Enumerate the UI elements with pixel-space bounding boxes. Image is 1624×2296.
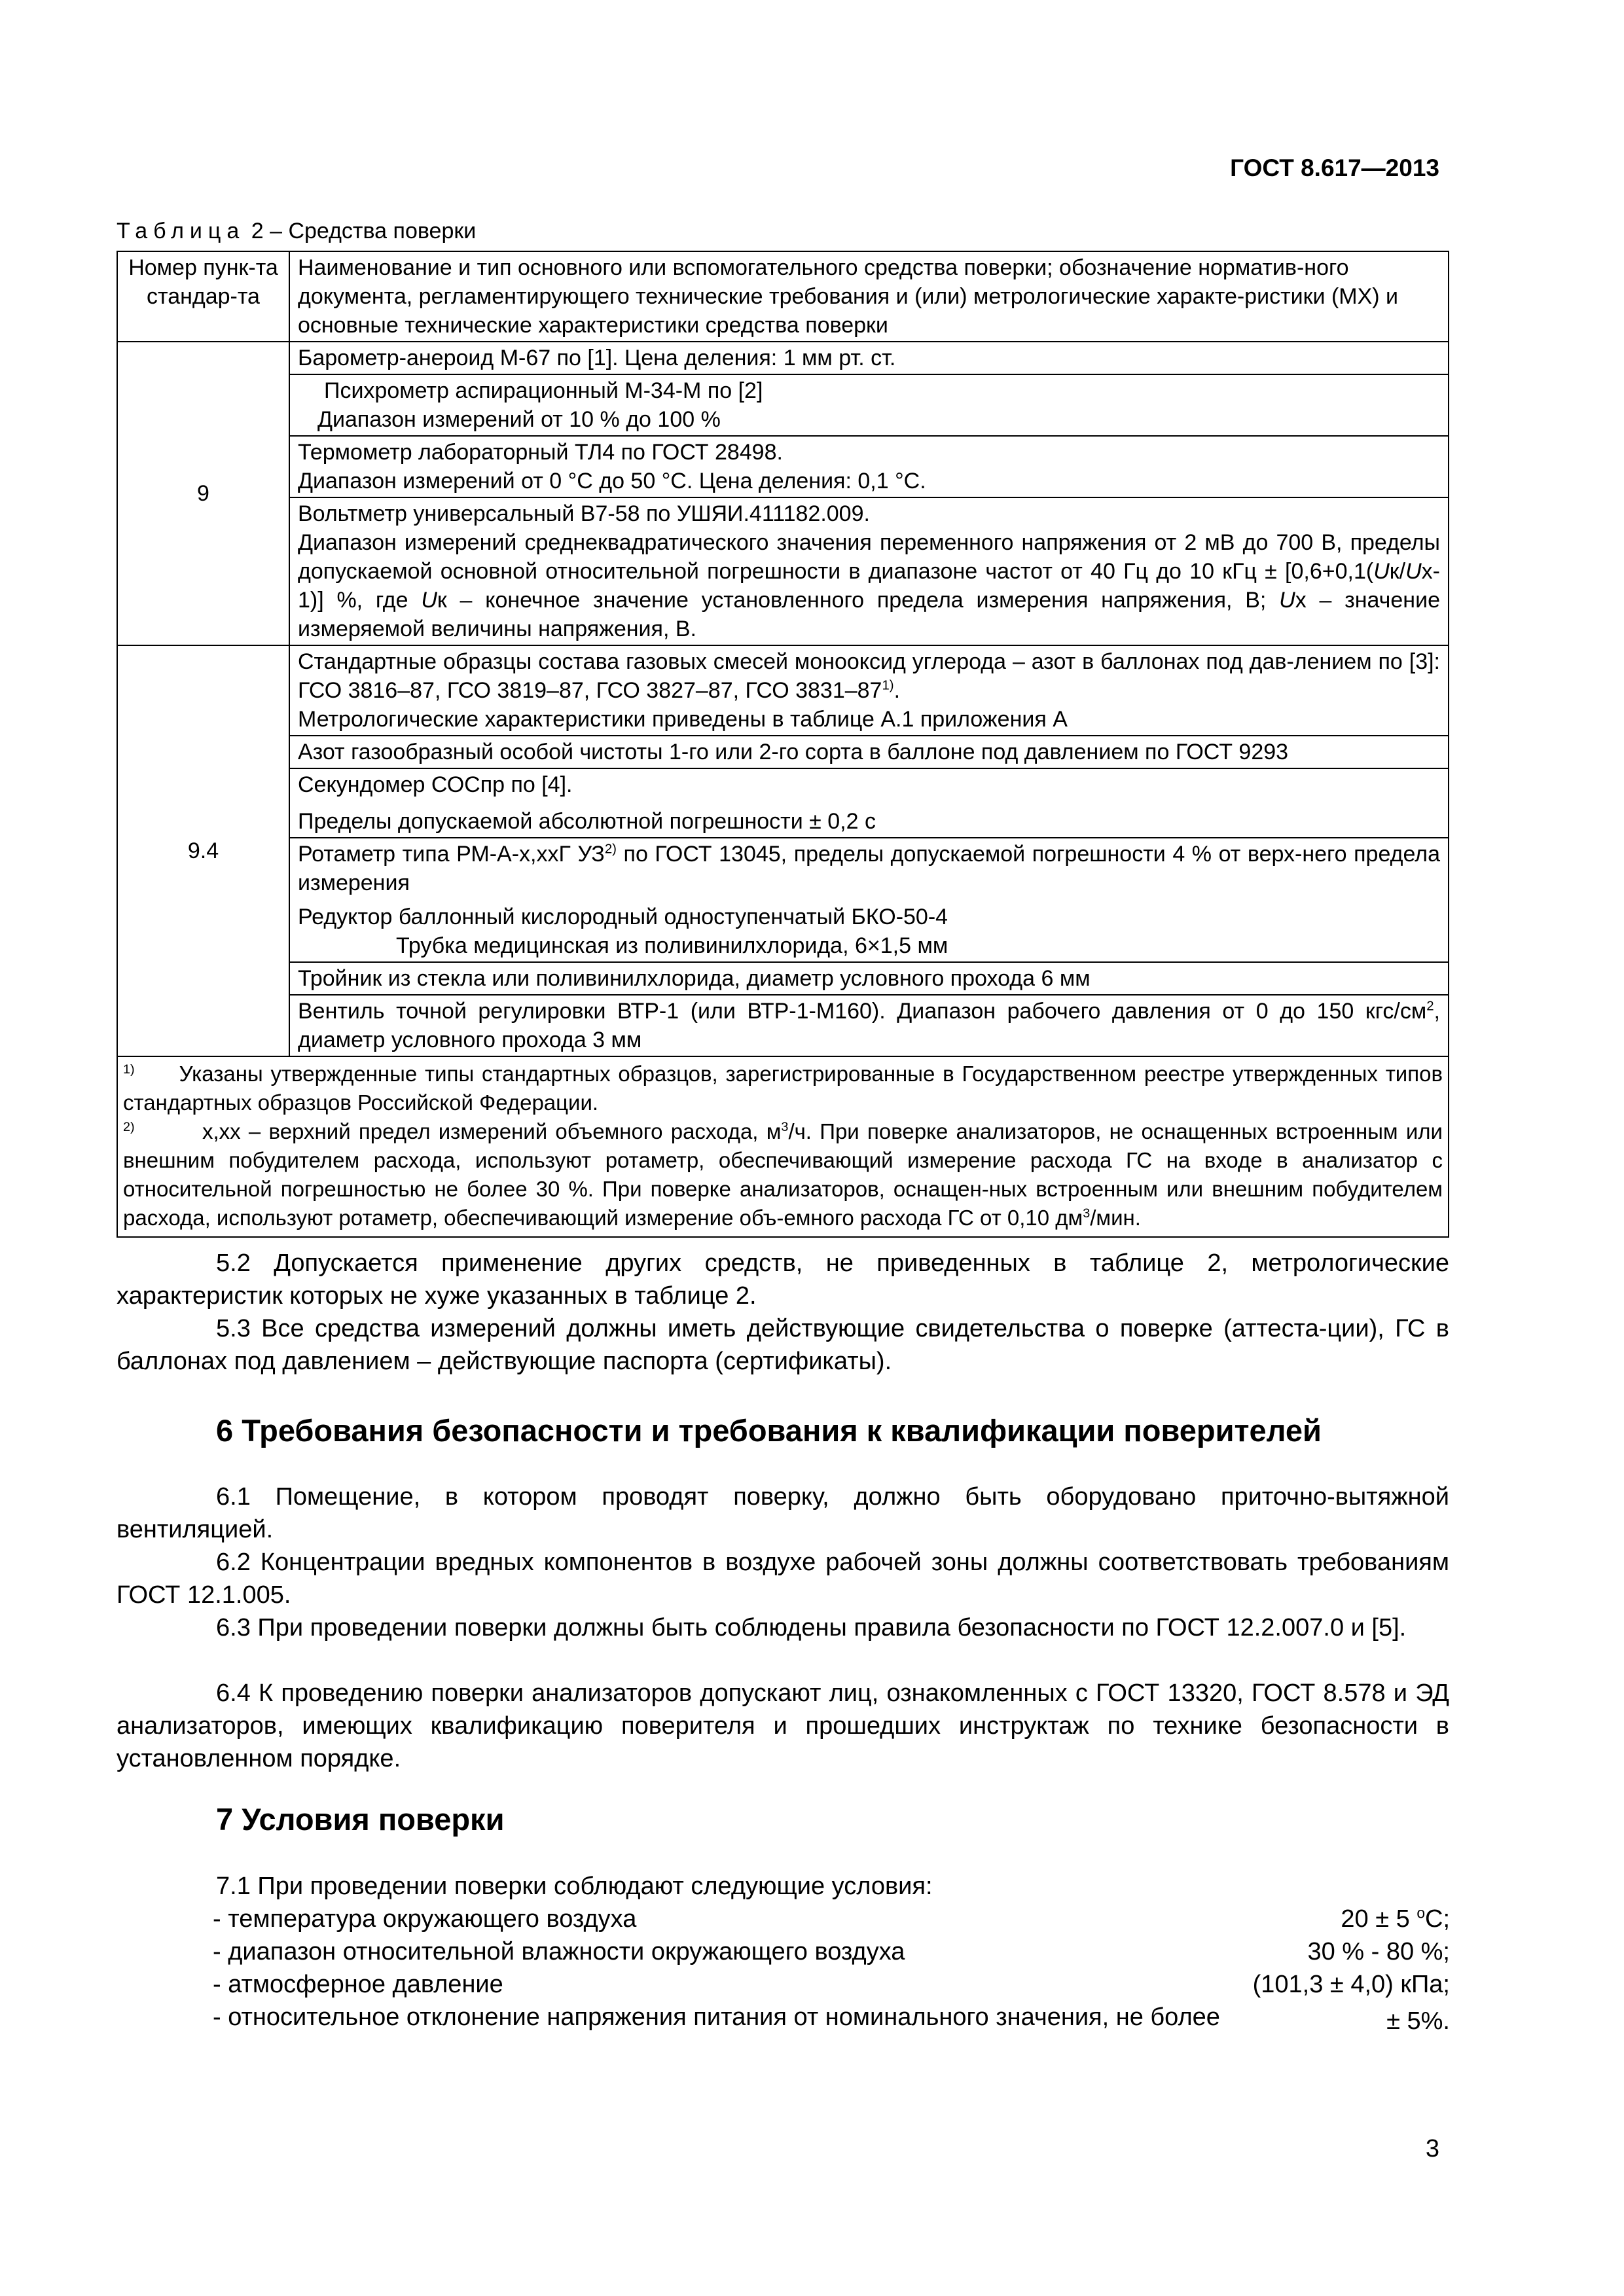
clause-number-cell: 9.4 [117, 645, 289, 1056]
row-valve [289, 995, 1449, 1056]
reference-gas-end: . [893, 678, 901, 703]
valve-spec-end: , диаметр условного прохода 3 мм [298, 999, 1440, 1052]
psychrometer-name: Психрометр аспирационный М-34-М по [2] [324, 378, 763, 403]
paragraph-text: 7.1 При проведении поверки соблюдают следующие условия: [216, 1873, 933, 1900]
table-footnotes [117, 1056, 1449, 1237]
verification-tools-table [117, 251, 1449, 1238]
footnote-2-text: /мин. [1090, 1206, 1141, 1230]
condition-value-number: 20 ± 5 [1341, 1905, 1417, 1933]
superscript: 3 [781, 1120, 789, 1134]
header-tool-description: Наименование и тип основного или вспомогательного средства поверки; обозначение норматив-ного документа, регламентирующего технические требования и (или) метрологические характе-ристики (МХ) и основные технические характеристики средства поверки [289, 251, 1449, 342]
row-rotameter [289, 838, 1449, 962]
clause-number-cell: 9 [117, 342, 289, 645]
psychrometer-range: Диапазон измерений от 10 % до 100 % [317, 407, 721, 432]
table-row [117, 497, 1449, 645]
table-row [117, 736, 1449, 768]
valve-spec: Вентиль точной регулировки ВТР-1 (или ВТР-1-М160). Диапазон рабочего давления от 0 до 150 кгс/см [298, 999, 1427, 1024]
stopwatch-accuracy: Пределы допускаемой абсолютной погрешности ± 0,2 с [298, 809, 876, 834]
symbol-u: U [1373, 559, 1390, 584]
condition-value-unit: С; [1425, 1905, 1450, 1933]
stopwatch-name: Секундомер СОСпр по [4]. [298, 772, 573, 797]
table-row [117, 645, 1449, 736]
symbol-u: U [1405, 559, 1422, 584]
footnote-1-text: Указаны утвержденные типы стандартных образцов, зарегистрированные в Государственном реестре утвержденных типов стандартных образцов Российской Федерации. [123, 1062, 1443, 1115]
condition-label: - относительное отклонение напряжения питания от номинального значения, не более [213, 2003, 1220, 2031]
condition-value: (101,3 ± 4,0) кПа; [1252, 1971, 1450, 1998]
row-nitrogen: Азот газообразный особой чистоты 1-го или 2-го сорта в баллоне под давлением по ГОСТ 9293 [289, 736, 1449, 768]
section-7-title: 7 Условия поверки [216, 1802, 505, 1837]
condition-label: - атмосферное давление [213, 1971, 503, 1998]
paragraph-text: 6.2 Концентрации вредных компонентов в воздухе рабочей зоны должны соответствовать требованиям ГОСТ 12.1.005. [117, 1549, 1449, 1609]
table-row [117, 838, 1449, 962]
paragraph-text: 6.3 При проведении поверки должны быть соблюдены правила безопасности по ГОСТ 12.2.007.0 и [5]. [216, 1614, 1407, 1641]
symbol-subscript: x [1295, 588, 1307, 613]
standard-code: ГОСТ 8.617—2013 [1230, 154, 1439, 181]
condition-label: - диапазон относительной влажности окружающего воздуха [213, 1938, 905, 1965]
paragraph-text: 6.1 Помещение, в котором проводят поверку, должно быть оборудовано приточно-вытяжной вентиляцией. [117, 1483, 1449, 1543]
symbol-u: U [421, 588, 437, 613]
section-6-title: 6 Требования безопасности и требования к квалификации поверителей [216, 1413, 1322, 1448]
superscript: 3 [1083, 1206, 1091, 1221]
table-header-row [117, 251, 1449, 342]
thermometer-name: Термометр лабораторный ТЛ4 по ГОСТ 28498. [298, 440, 783, 465]
voltmeter-text: – значение измеряемой величины напряжения, В. [298, 588, 1440, 641]
table-caption-word: Таблица [117, 219, 245, 243]
condition-value [1341, 1903, 1450, 1935]
paragraph-6-3 [117, 1611, 1449, 1644]
tube-name: Трубка медицинская из поливинилхлорида, 6×1,5 мм [396, 933, 948, 958]
reducer-name: Редуктор баллонный кислородный одноступенчатый БКО-50-4 [298, 905, 948, 929]
footnote-mark: 2) [604, 842, 617, 857]
superscript: 2 [1426, 999, 1434, 1014]
row-thermometer [289, 436, 1449, 497]
header-clause-number: Номер пунк-та стандар-та [117, 251, 289, 342]
condition-label: - температура окружающего воздуха [213, 1905, 637, 1933]
voltmeter-text: / [1399, 559, 1406, 584]
table-row [117, 995, 1449, 1056]
symbol-subscript: x [1421, 559, 1433, 584]
rotameter-spec: по ГОСТ 13045, пределы допускаемой погрешности 4 % от верх-него предела измерения [298, 842, 1440, 895]
footnote-2 [123, 1117, 1443, 1232]
footnote-2-text: /ч. При поверке анализаторов, не оснащенных встроенным или внешним побудителем расхода, используют ротаметр, обеспечивающий измерение расхода ГС на входе в анализатор с относительной погрешностью не более 30 %. При поверке анализаторов, оснащен-ных встроенным или внешним побудителем расхода, используют ротаметр, обеспечивающий измерение объ-емного расхода ГС от 0,10 дм [123, 1119, 1443, 1230]
symbol-subscript: к [437, 588, 447, 613]
symbol-u: U [1279, 588, 1295, 613]
footnote-mark: 1) [882, 678, 894, 693]
row-barometer: Барометр-анероид М-67 по [1]. Цена деления: 1 мм рт. ст. [289, 342, 1449, 374]
voltmeter-name: Вольтметр универсальный В7-58 по УШЯИ.411182.009. [298, 501, 870, 526]
table-row [117, 436, 1449, 497]
paragraph-text: 6.4 К проведению поверки анализаторов допускают лиц, ознакомленных с ГОСТ 13320, ГОСТ 8.578 и ЭД анализаторов, имеющих квалификацию поверителя и прошедших инструктаж по технике безопасности в установленном порядке. [117, 1679, 1449, 1772]
footnote-index: 1) [123, 1062, 135, 1077]
table-row [117, 962, 1449, 995]
table-caption [117, 219, 476, 244]
voltmeter-characteristics [298, 528, 1440, 643]
table-notes-row [117, 1056, 1449, 1237]
rotameter-text [298, 840, 1440, 897]
condition-value: ± 5%. [1386, 2007, 1450, 2035]
paragraph-5-2 [117, 1247, 1449, 1312]
reference-gas-text [298, 647, 1440, 705]
table-row [117, 768, 1449, 838]
valve-text [298, 997, 1440, 1054]
footnote-2-text: х,хх – верхний предел измерений объемного расхода, м [202, 1119, 782, 1143]
paragraph-7-1 [117, 1870, 1449, 1903]
table-row [117, 374, 1449, 436]
paragraph-5-3 [117, 1312, 1449, 1378]
voltmeter-text: Диапазон измерений среднеквадратического значения переменного напряжения от 2 мВ до 700 В, пределы допускаемой основной относительной погрешности в диапазоне частот от 40 Гц до 10 кГц ± [0,6+0,1( [298, 530, 1440, 584]
thermometer-range: Диапазон измерений от 0 °С до 50 °С. Цена деления: 0,1 °С. [298, 469, 926, 493]
row-tee: Тройник из стекла или поливинилхлорида, диаметр условного прохода 6 мм [289, 962, 1449, 995]
paragraph-text: 5.3 Все средства измерений должны иметь действующие свидетельства о поверке (аттеста-ции), ГС в баллонах под давлением – действующие паспорта (сертификаты). [117, 1315, 1449, 1375]
row-stopwatch [289, 768, 1449, 838]
reference-gas-characteristics: Метрологические характеристики приведены в таблице А.1 приложения А [298, 707, 1068, 732]
row-psychrometer [289, 374, 1449, 436]
footnote-1 [123, 1060, 1443, 1117]
paragraph-text: 5.2 Допускается применение других средств, не приведенных в таблице 2, метрологические характеристик которых не хуже указанных в таблице 2. [117, 1249, 1449, 1310]
row-voltmeter [289, 497, 1449, 645]
voltmeter-text: – конечное значение установленного предела измерения напряжения, В; [446, 588, 1280, 613]
symbol-subscript: к [1389, 559, 1399, 584]
footnote-index: 2) [123, 1120, 135, 1134]
row-reference-gas [289, 645, 1449, 736]
page-number: 3 [1425, 2135, 1439, 2162]
table-caption-title: 2 – Средства поверки [245, 219, 477, 243]
voltmeter-text: -1)] %, где [298, 559, 1440, 613]
degree-mark: о [1416, 1904, 1425, 1922]
reference-gas-name: Стандартные образцы состава газовых смесей монооксид углерода – азот в баллонах под дав-лением по [3]: ГСО 3816–87, ГСО 3819–87, ГСО 3827–87, ГСО 3831–87 [298, 649, 1440, 703]
condition-value: 30 % - 80 %; [1307, 1938, 1450, 1965]
paragraph-6-2 [117, 1546, 1449, 1611]
table-row [117, 342, 1449, 374]
paragraph-6-4 [117, 1677, 1449, 1775]
paragraph-6-1 [117, 1480, 1449, 1546]
rotameter-name: Ротаметр типа РМ-А-х,ххГ УЗ [298, 842, 605, 867]
